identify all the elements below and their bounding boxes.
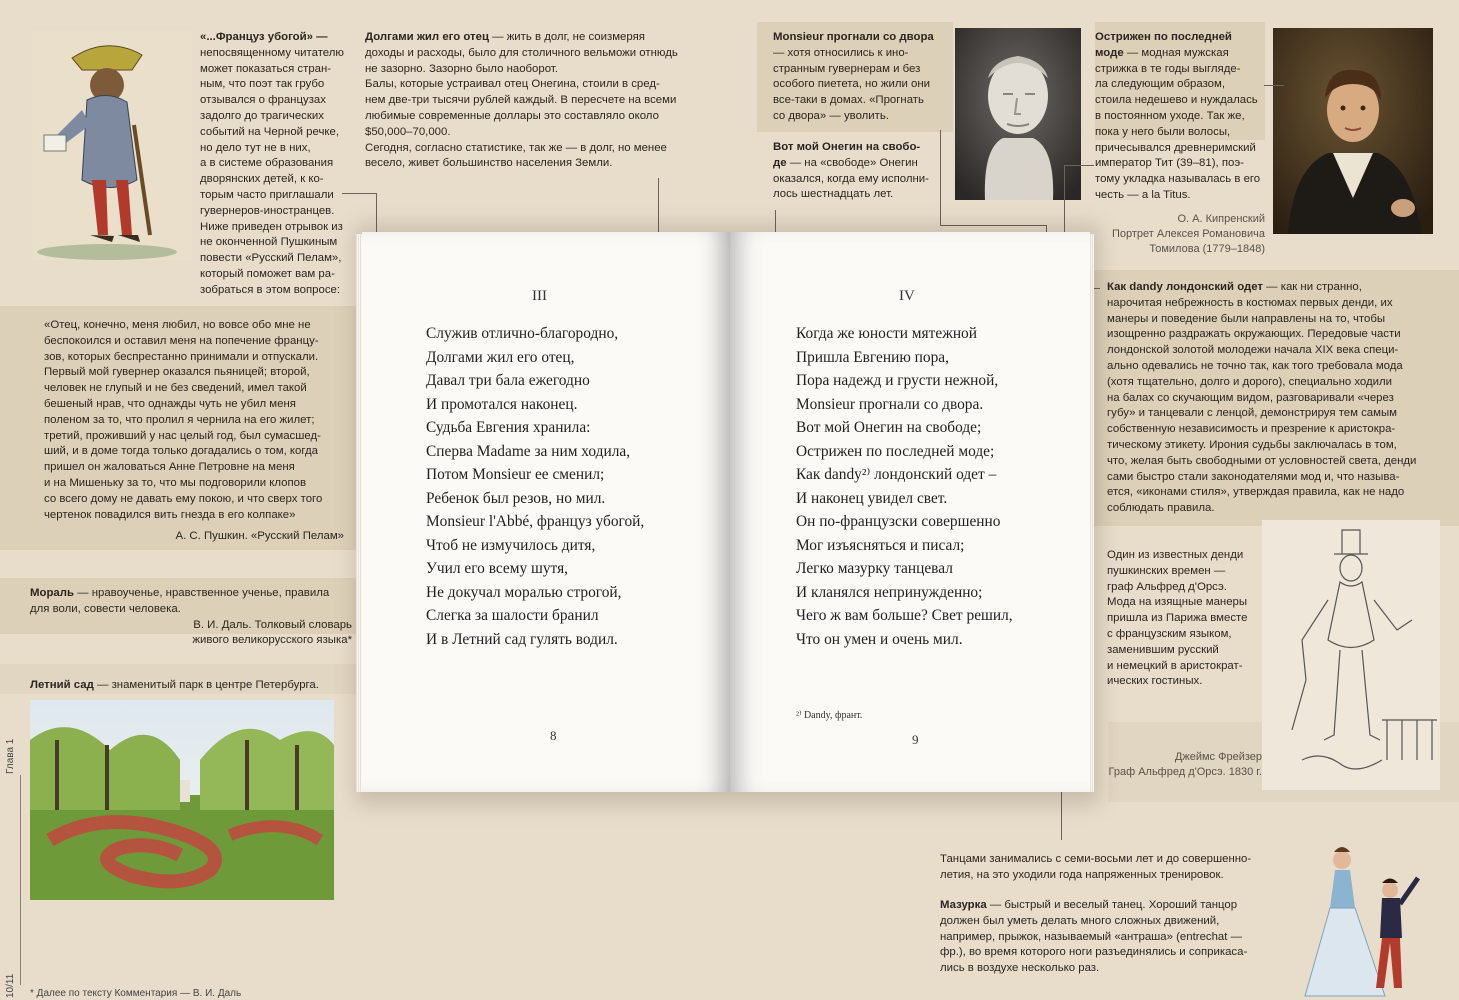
text-line: нарочитая небрежность в костюмах первых денди, их bbox=[1107, 296, 1393, 309]
text-line: Граф Альфред д'Орсэ. 1830 г. bbox=[1108, 766, 1262, 778]
note-moral-line-2: для воли, совести человека. bbox=[30, 602, 181, 615]
text-line: все-таки в домах. «Прогнать bbox=[773, 94, 924, 107]
text-line: чертенок повадился вить гнезда в его колпаке» bbox=[44, 508, 296, 521]
note-haircut bbox=[1095, 30, 1270, 204]
text-line: Балы, которые устраивал отец Онегина, стоили в сред- bbox=[365, 78, 660, 91]
footnote-dandy: ²⁾ Dandy, франт. bbox=[796, 710, 863, 721]
note-mazurka-text bbox=[940, 914, 1260, 977]
text-line: и на Мишеньку за то, что мы подговорили клопов bbox=[44, 476, 307, 489]
note-monsieur bbox=[773, 30, 953, 125]
note-dance bbox=[940, 852, 1260, 884]
text-line: дворянских детей, к ко- bbox=[200, 173, 324, 186]
note-father bbox=[365, 30, 695, 172]
note-orsay bbox=[1107, 548, 1267, 690]
text-line: любимые современные доллары это составляло около bbox=[365, 109, 659, 122]
note-freedom-line-3: лось шестнадцать лет. bbox=[773, 188, 894, 201]
text-line: нем две-три тысячи рублей каждый. В пересчете на всеми bbox=[365, 94, 677, 107]
summer-garden-image bbox=[30, 700, 334, 900]
note-freedom bbox=[773, 140, 948, 203]
note-mazurka bbox=[940, 898, 1260, 977]
text-line: может показаться стран- bbox=[200, 62, 332, 75]
text-line: пока у него были волосы, bbox=[1095, 125, 1231, 138]
verse-line: Долгами жил его отец, bbox=[426, 348, 575, 366]
text-line: губу» и танцевали с ленцой, демонстрируя тем самым bbox=[1107, 407, 1397, 420]
text-line: со двора» — уволить. bbox=[773, 109, 889, 122]
titus-bust-image bbox=[955, 28, 1081, 200]
verse-line: И наконец увидел свет. bbox=[796, 489, 948, 507]
text-line: Сегодня, согласно статистике, так же — в долг, но менее bbox=[365, 141, 667, 154]
note-mazurka-line-1: — быстрый и веселый танец. Хороший танцор bbox=[986, 899, 1238, 911]
text-line: летия, на это уходили года напряженных тренировок. bbox=[940, 868, 1224, 881]
verse-line: Monsieur l'Abbé, француз убогой, bbox=[426, 513, 645, 530]
note-dandy-title: Как dandy лондонский одет bbox=[1107, 281, 1263, 293]
note-frantsuz-title: «...Француз убогой» — bbox=[200, 31, 328, 43]
margin-footnote: * Далее по тексту Комментария — В. И. Даль bbox=[30, 988, 242, 999]
verse-line: И промотался наконец. bbox=[426, 395, 578, 413]
note-father-text bbox=[365, 46, 695, 172]
note-father-title: Долгами жил его отец bbox=[365, 31, 489, 43]
text-line: с французским языком, bbox=[1107, 627, 1232, 640]
page-range-label: 10/11 bbox=[5, 973, 16, 998]
verse-line: Сперва Madame за ним ходила, bbox=[426, 442, 631, 460]
text-line: который поможет вам ра- bbox=[200, 267, 335, 280]
text-line: что, желая быть свободными от условностей света, денди bbox=[1107, 454, 1417, 467]
note-freedom-line-1: — на «свободе» Онегин bbox=[786, 156, 918, 169]
text-line: событий на Черной речке, bbox=[200, 125, 340, 138]
text-line: пришел он жаловаться Анне Петровне на меня bbox=[44, 461, 295, 474]
text-line: доходы и расходы, было для столичного вельможи отнюдь bbox=[365, 46, 678, 59]
text-line: пришла из Парижа вместе bbox=[1107, 612, 1248, 625]
frenchman-caricature-image bbox=[32, 30, 192, 260]
note-dandy bbox=[1107, 280, 1437, 517]
note-haircut-title-1: Острижен по последней bbox=[1095, 31, 1232, 43]
text-line: тому укладка называлась в его bbox=[1095, 173, 1261, 186]
text-line: причесывался древнеримский bbox=[1095, 141, 1256, 154]
text-line: Мода на изящные манеры bbox=[1107, 596, 1248, 609]
text-line: но дело тут не в них, bbox=[200, 141, 311, 154]
text-line: например, прыжок, называемый «антраша» (entrechat — bbox=[940, 930, 1242, 943]
note-haircut-line-1: — модная мужская bbox=[1123, 46, 1229, 59]
verse-line: Острижен по последней моде; bbox=[796, 442, 995, 460]
verse-left bbox=[426, 322, 644, 651]
note-garden bbox=[30, 678, 350, 694]
moral-source-1: В. И. Даль. Толковый словарь bbox=[193, 618, 352, 631]
chapter-label: Глава 1 bbox=[5, 738, 16, 774]
text-line: ший, и в доме тогда только догадались о том, когда bbox=[44, 445, 318, 458]
verse-line: Давал три бала ежегодно bbox=[426, 372, 590, 389]
note-dandy-line-1: — как ни странно, bbox=[1263, 281, 1362, 293]
note-dandy-text bbox=[1107, 296, 1437, 517]
text-line: ла следующим образом, bbox=[1095, 78, 1226, 91]
text-line: на балах со скучающим видом, разговаривали «через bbox=[1107, 391, 1394, 404]
verse-line: Мог изъясняться и писал; bbox=[796, 536, 965, 554]
text-line: человек не глупый и не без сведений, имел такой bbox=[44, 382, 307, 395]
caption-kiprensky bbox=[1105, 212, 1265, 257]
text-line: торым часто приглашали bbox=[200, 188, 334, 201]
text-line: гувернеров-иностранцев. bbox=[200, 204, 335, 217]
text-line: третий, проживший у нас целый год, был сумасшед- bbox=[44, 429, 321, 442]
verse-line: Пришла Евгению пора, bbox=[796, 348, 949, 366]
text-line: не зазорно. Зазорно было наоборот. bbox=[365, 62, 558, 75]
note-garden-text: — знаменитый парк в центре Петербурга. bbox=[93, 679, 319, 691]
note-freedom-title: Вот мой Онегин на свобо- bbox=[773, 141, 921, 153]
text-line: заменившим русский bbox=[1107, 643, 1219, 656]
note-freedom-line-2: оказался, когда ему исполни- bbox=[773, 172, 929, 185]
text-line: зобраться в этом вопросе: bbox=[200, 283, 341, 296]
text-line: Портрет Алексея Романовича bbox=[1111, 228, 1265, 240]
verse-line: Ребенок был резов, но мил. bbox=[426, 489, 606, 507]
note-freedom-title-end: де bbox=[773, 156, 787, 169]
note-moral-title: Мораль bbox=[30, 587, 74, 599]
text-line: в постоянном уходе. Так же, bbox=[1095, 109, 1245, 122]
note-monsieur-title: Monsieur прогнали со двора bbox=[773, 31, 934, 43]
quote-text bbox=[44, 318, 344, 523]
text-line: бешеный нрав, что однажды чуть не убил меня bbox=[44, 397, 296, 410]
text-line: $50,000–70,000. bbox=[365, 125, 451, 138]
text-line: пушкинских времен — bbox=[1107, 564, 1226, 577]
verse-line: Он по-французски совершенно bbox=[796, 513, 1001, 530]
verse-line: Как dandy²⁾ лондонский одет – bbox=[796, 466, 997, 483]
text-line: — хотя относились к ино- bbox=[773, 46, 909, 59]
verse-line: Служив отлично-благородно, bbox=[426, 325, 619, 342]
verse-line: Когда же юности мятежной bbox=[796, 325, 977, 342]
stanza-number-left: III bbox=[532, 288, 547, 304]
page-number-left: 8 bbox=[550, 728, 557, 743]
text-line: ным, что поэт так грубо bbox=[200, 78, 325, 91]
verse-line: Вот мой Онегин на свободе; bbox=[796, 419, 982, 436]
text-line: весело, живет большинство населения Земли. bbox=[365, 157, 613, 170]
text-line: О. А. Кипренский bbox=[1177, 213, 1265, 225]
text-line: ических гостиных. bbox=[1107, 675, 1203, 688]
text-line: стрижка в те годы выгляде- bbox=[1095, 62, 1241, 75]
dorsay-sketch-image bbox=[1262, 520, 1440, 790]
verse-line: Пора надежд и грусти нежной, bbox=[796, 372, 999, 389]
text-line: а в системе образования bbox=[200, 157, 334, 170]
text-line: (хотя тщательно, долго и дорого), специально ходили bbox=[1107, 375, 1393, 388]
verse-line: Легко мазурку танцевал bbox=[796, 560, 953, 577]
verse-line: И в Летний сад гулять водил. bbox=[426, 630, 618, 648]
text-line: сами быстро стали законодателями мод и, что называ- bbox=[1107, 470, 1400, 483]
text-line: странным гувернерам и без bbox=[773, 62, 921, 75]
text-line: лись в воздухе несколько раз. bbox=[940, 962, 1100, 975]
text-line: манеры и поведение были направлены на то, чтобы bbox=[1107, 312, 1386, 325]
verse-line: Не докучал моралью строгой, bbox=[426, 583, 622, 601]
text-line: ально одевались не точно так, как того требовала мода bbox=[1107, 359, 1403, 372]
text-line: Первый мой гувернер оказался пьяницей; второй, bbox=[44, 366, 310, 379]
verse-line: Чего ж вам больше? Свет решил, bbox=[796, 607, 1013, 624]
note-moral bbox=[30, 586, 352, 649]
quote-source: А. С. Пушкин. «Русский Пелам» bbox=[175, 530, 344, 543]
mazurka-dancers-image bbox=[1290, 838, 1440, 1000]
note-mazurka-title: Мазурка bbox=[940, 899, 987, 911]
verse-line: Что он умен и очень мил. bbox=[796, 630, 963, 648]
verse-line: Потом Monsieur ее сменил; bbox=[426, 466, 605, 483]
text-line: фр.), во время которого ноги разъединялись и соприкаса- bbox=[940, 946, 1248, 959]
note-frantsuz bbox=[200, 30, 350, 299]
text-line: задолго до трагических bbox=[200, 109, 324, 122]
note-haircut-title-2: моде bbox=[1095, 46, 1124, 59]
text-line: должен был уметь делать много сложных движений, bbox=[940, 914, 1220, 927]
verse-line: Слегка за шалости бранил bbox=[426, 607, 599, 624]
text-line: ется, «иконами стиля», утверждая правила, как не надо bbox=[1107, 486, 1405, 499]
text-line: Ниже приведен отрывок из bbox=[200, 220, 343, 233]
text-line: тическому этикету. Ирония судьбы заключалась в том, bbox=[1107, 438, 1397, 451]
caption-fraser bbox=[1100, 750, 1262, 780]
moral-source-2: живого великорусского языка* bbox=[192, 634, 352, 647]
note-haircut-text bbox=[1095, 62, 1270, 204]
text-line: Томилова (1779–1848) bbox=[1149, 243, 1265, 255]
text-line: Танцами занимались с семи-восьми лет и до совершенно- bbox=[940, 853, 1252, 865]
text-line: собственную независимость и презрение к аристокра- bbox=[1107, 423, 1396, 436]
text-line: не оконченной Пушкиным bbox=[200, 236, 338, 249]
text-line: граф Альфред д'Орсэ. bbox=[1107, 580, 1227, 593]
note-monsieur-text bbox=[773, 46, 953, 125]
page-number-right: 9 bbox=[912, 732, 919, 747]
text-line: лондонской золотой молодежи начала XIX века специ- bbox=[1107, 344, 1399, 357]
text-line: со всего дому не давать ему покою, и что сверх того bbox=[44, 492, 323, 505]
text-line: Один из известных денди bbox=[1107, 549, 1244, 561]
text-line: и немецкий в аристократ- bbox=[1107, 659, 1243, 672]
tomilov-portrait-image bbox=[1273, 28, 1433, 234]
text-line: Джеймс Фрейзер bbox=[1174, 751, 1262, 763]
text-line: особого пиетета, но жили они bbox=[773, 78, 930, 91]
text-line: беспокоился и оставил меня на попечение францу- bbox=[44, 334, 319, 347]
note-frantsuz-text bbox=[200, 46, 350, 299]
text-line: честь — а la Titus. bbox=[1095, 188, 1191, 201]
note-father-line-1: — жить в долг, не соизмеряя bbox=[488, 31, 645, 43]
verse-line: Судьба Евгения хранила: bbox=[426, 419, 591, 436]
verse-line: Учил его всему шутя, bbox=[426, 560, 569, 577]
note-quote bbox=[44, 318, 344, 545]
text-line: стоила недешево и нуждалась bbox=[1095, 94, 1258, 107]
text-line: зов, которых беспрестанно принимали и отпускали. bbox=[44, 350, 319, 363]
verse-right bbox=[796, 322, 1013, 651]
text-line: «Отец, конечно, меня любил, но вовсе обо мне не bbox=[44, 319, 311, 331]
verse-line: Monsieur прогнали со двора. bbox=[796, 395, 984, 413]
note-garden-title: Летний сад bbox=[30, 679, 94, 691]
text-line: император Тит (39–81), поэ- bbox=[1095, 157, 1244, 170]
text-line: повести «Русский Пелам», bbox=[200, 252, 342, 265]
text-line: соблюдать правила. bbox=[1107, 502, 1215, 515]
verse-line: И кланялся непринужденно; bbox=[796, 583, 983, 601]
stanza-number-right: IV bbox=[899, 288, 915, 304]
verse-line: Чтоб не измучилось дитя, bbox=[426, 536, 596, 554]
text-line: поленом за то, что пролил я чернила на его жилет; bbox=[44, 413, 315, 426]
text-line: изощренно раздражать окружающих. Передовые части bbox=[1107, 328, 1401, 341]
text-line: отзывался о французах bbox=[200, 94, 326, 107]
text-line: непосвященному читателю bbox=[200, 46, 344, 59]
note-moral-line-1: — нравоученье, нравственное ученье, правила bbox=[73, 587, 330, 599]
